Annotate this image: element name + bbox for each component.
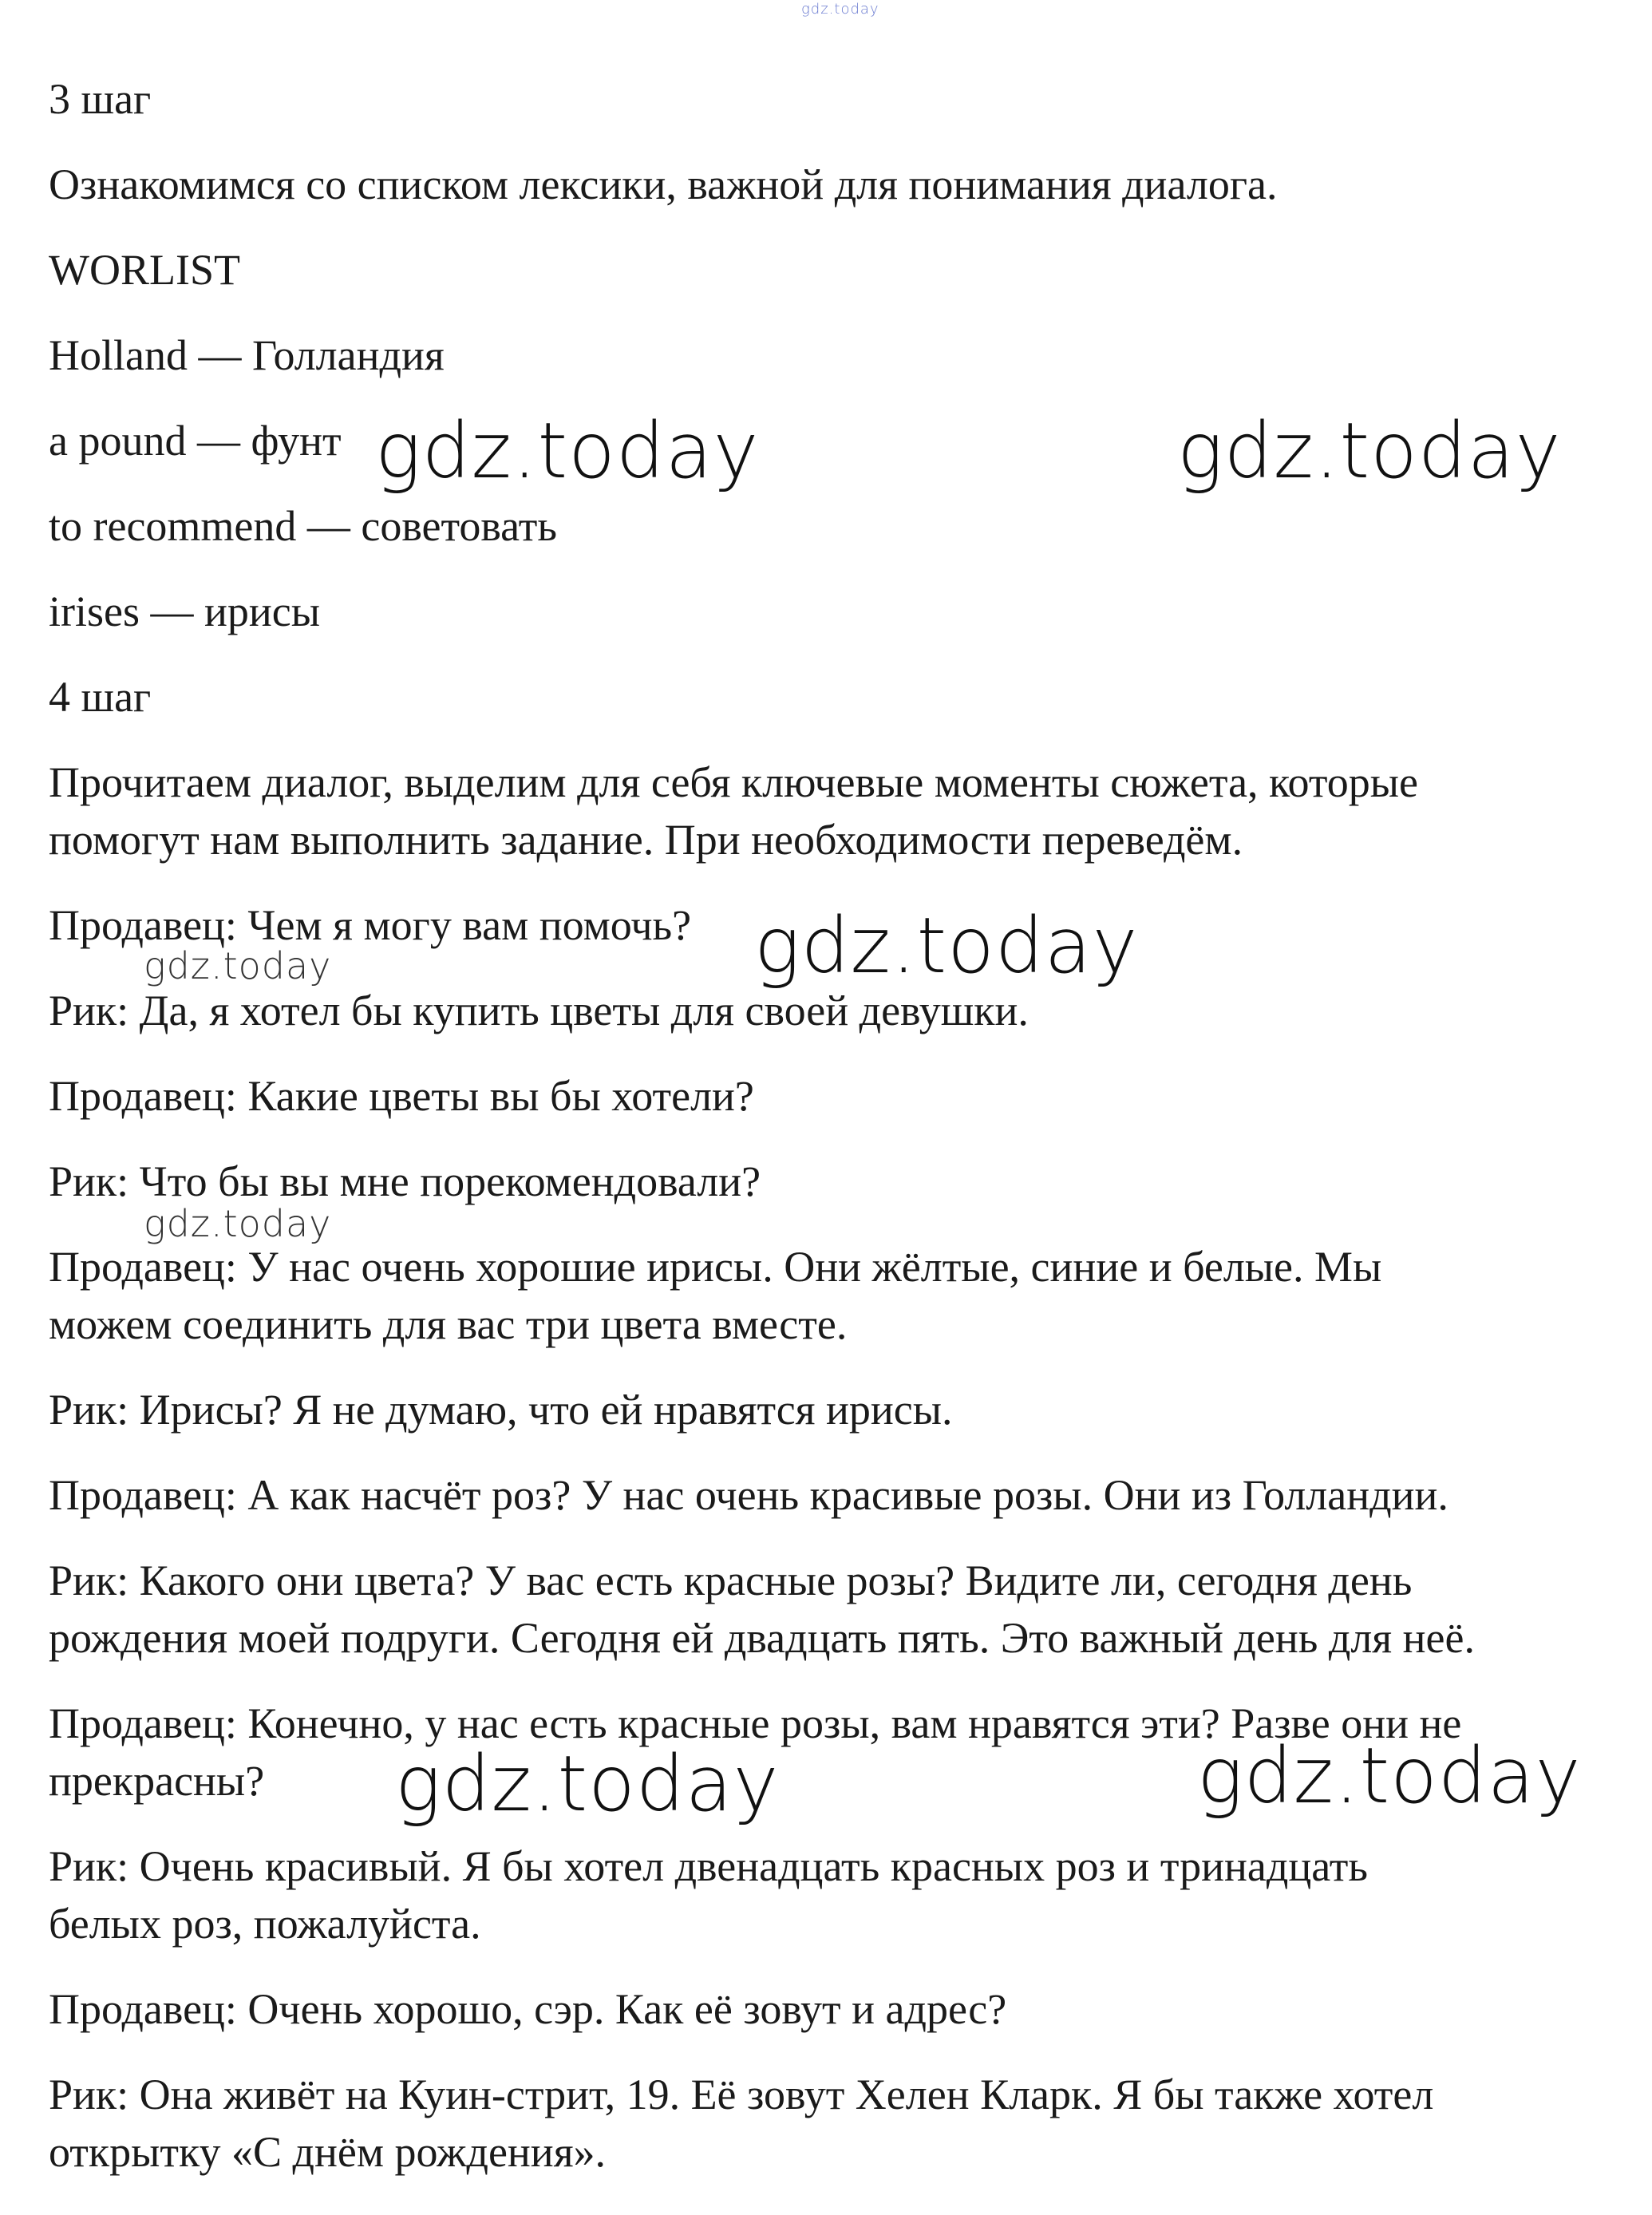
wordlist-title: WORLIST (49, 246, 240, 294)
step4-text-line: помогут нам выполнить задание. При необходимости переведём. (49, 816, 1243, 864)
watermark: gdz.today (144, 1202, 332, 1245)
word-item: a pound — фунт (49, 417, 342, 465)
dialogue-line: прекрасны? (49, 1757, 265, 1805)
dialogue-line: Продавец: Чем я могу вам помочь? (49, 901, 692, 949)
dialogue-line: белых роз, пожалуйста. (49, 1900, 481, 1948)
step4-title: 4 шаг (49, 673, 152, 721)
watermark: gdz.today (375, 406, 760, 496)
dialogue-line: Продавец: Конечно, у нас есть красные розы, вам нравятся эти? Разве они не (49, 1699, 1462, 1747)
watermark: gdz.today (395, 1739, 780, 1829)
dialogue-line: рождения моей подруги. Сегодня ей двадцать пять. Это важный день для неё. (49, 1614, 1475, 1662)
word-item: irises — ирисы (49, 587, 321, 635)
dialogue-line: Продавец: У нас очень хорошие ирисы. Они жёлтые, синие и белые. Мы (49, 1243, 1382, 1291)
dialogue-line: Продавец: Какие цветы вы бы хотели? (49, 1072, 754, 1120)
dialogue-line: Рик: Очень красивый. Я бы хотел двенадцать красных роз и тринадцать (49, 1842, 1369, 1890)
word-item: to recommend — советовать (49, 502, 557, 550)
dialogue-line: Рик: Она живёт на Куин-стрит, 19. Её зовут Хелен Кларк. Я бы также хотел (49, 2071, 1434, 2118)
watermark: gdz.today (1197, 1731, 1582, 1821)
step3-text: Ознакомимся со списком лексики, важной для понимания диалога. (49, 160, 1278, 208)
watermark: gdz.today (144, 944, 332, 987)
watermark: gdz.today (1177, 406, 1562, 496)
dialogue-line: Продавец: А как насчёт роз? У нас очень красивые розы. Они из Голландии. (49, 1471, 1448, 1519)
dialogue-line: открытку «С днём рождения». (49, 2128, 607, 2176)
dialogue-line: Рик: Да, я хотел бы купить цветы для своей девушки. (49, 987, 1029, 1034)
watermark: gdz.today (754, 901, 1139, 991)
dialogue-line: Рик: Какого они цвета? У вас есть красные розы? Видите ли, сегодня день (49, 1556, 1413, 1604)
step3-title: 3 шаг (49, 75, 152, 123)
dialogue-line: можем соединить для вас три цвета вместе. (49, 1300, 848, 1348)
dialogue-line: Рик: Что бы вы мне порекомендовали? (49, 1157, 761, 1205)
step4-text-line: Прочитаем диалог, выделим для себя ключевые моменты сюжета, которые (49, 758, 1418, 806)
site-mark: gdz.today (801, 1, 879, 18)
dialogue-line: Рик: Ирисы? Я не думаю, что ей нравятся ирисы. (49, 1386, 953, 1434)
word-item: Holland — Голландия (49, 331, 445, 379)
dialogue-line: Продавец: Очень хорошо, сэр. Как её зовут и адрес? (49, 1985, 1007, 2033)
